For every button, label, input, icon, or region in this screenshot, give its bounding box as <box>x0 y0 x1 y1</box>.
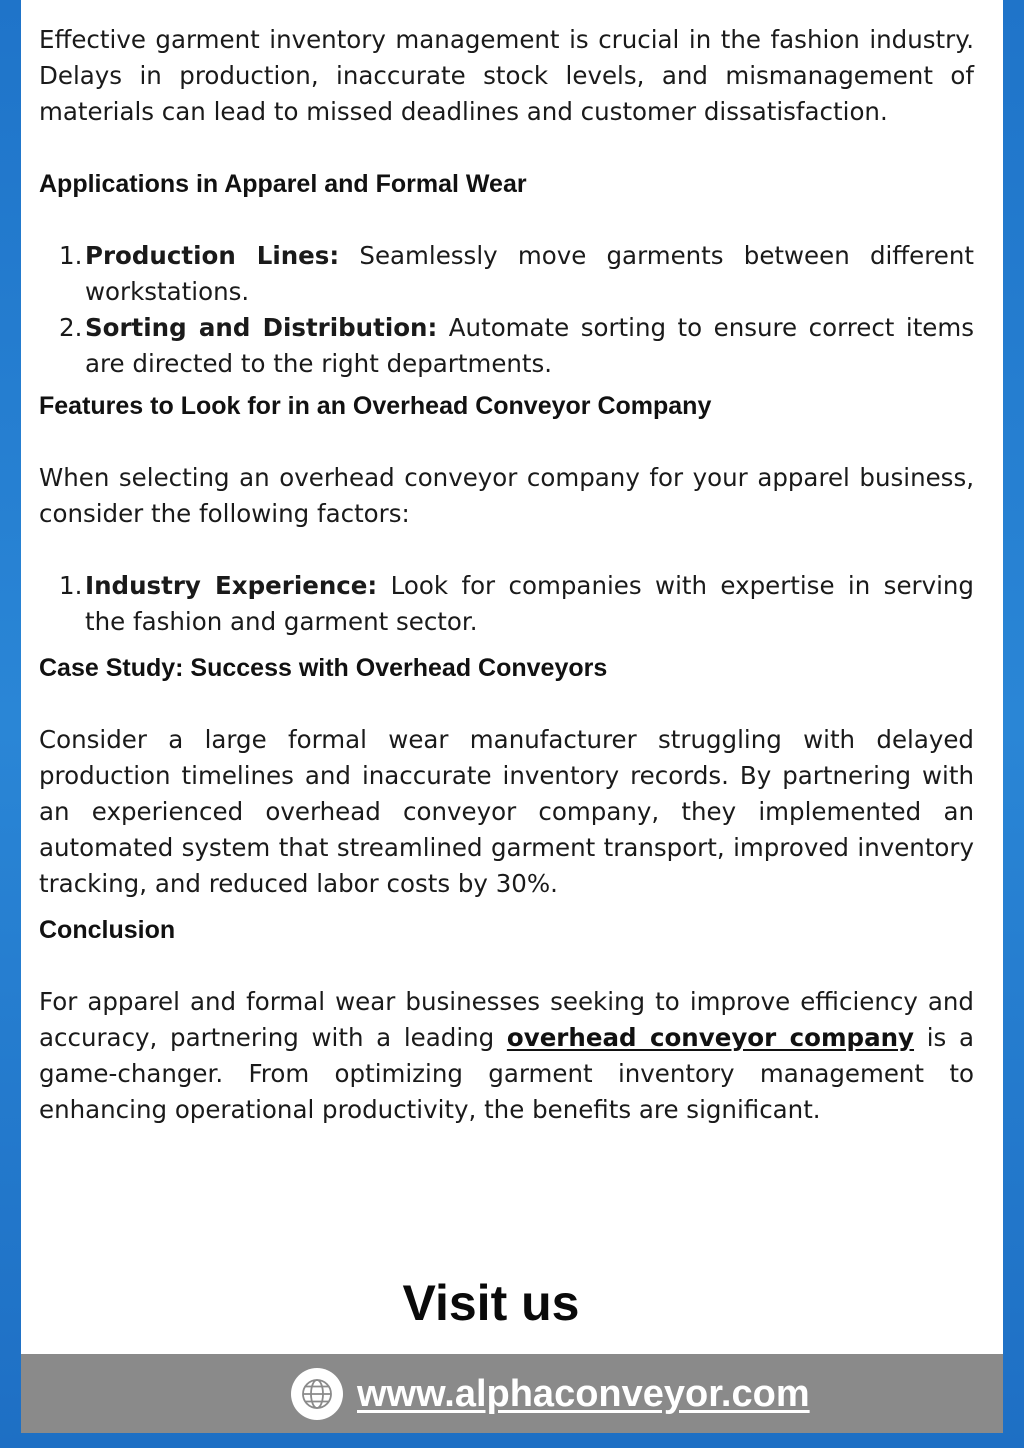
case-study-heading: Case Study: Success with Overhead Conveyors <box>39 654 608 682</box>
list-item-number: 1. <box>59 241 83 270</box>
applications-heading: Applications in Apparel and Formal Wear <box>39 170 527 198</box>
list-item-term: Production Lines: <box>85 241 340 270</box>
visit-us-heading: Visit us <box>402 1275 580 1331</box>
overhead-conveyor-company-link[interactable]: overhead conveyor company <box>506 1023 915 1052</box>
list-item <box>39 568 974 640</box>
list-item-number: 2. <box>59 313 83 342</box>
list-item-number: 1. <box>59 571 83 600</box>
features-heading: Features to Look for in an Overhead Conveyor Company <box>39 392 712 420</box>
features-intro-paragraph: When selecting an overhead conveyor company for your apparel business, consider the following factors: <box>39 463 974 528</box>
conclusion-text-after: is a game-changer. From optimizing garment inventory management to enhancing operational productivity, the benefits are significant. <box>39 1023 974 1124</box>
conclusion-heading: Conclusion <box>39 916 176 944</box>
list-item-text: Seamlessly move garments between different workstations. <box>85 241 974 306</box>
applications-list <box>39 238 974 382</box>
list-item-term: Industry Experience: <box>85 571 378 600</box>
website-bar <box>21 1354 1003 1433</box>
intro-paragraph: Effective garment inventory management is crucial in the fashion industry. Delays in production, inaccurate stock levels, and mismanagement of materials can lead to missed deadlines and customer dissatisfaction. <box>39 25 974 126</box>
features-list <box>39 568 974 640</box>
globe-icon <box>291 1368 343 1420</box>
list-item-text: Look for companies with expertise in serving the fashion and garment sector. <box>85 571 974 636</box>
list-item-text: Automate sorting to ensure correct items are directed to the right departments. <box>85 313 975 378</box>
conclusion-paragraph <box>39 984 974 1128</box>
website-link[interactable]: www.alphaconveyor.com <box>357 1373 810 1415</box>
document-page <box>21 0 1003 1433</box>
list-item <box>39 238 974 310</box>
list-item <box>39 310 974 382</box>
document-content <box>39 22 974 1128</box>
list-item-term: Sorting and Distribution: <box>85 313 438 342</box>
case-study-paragraph: Consider a large formal wear manufacturer struggling with delayed production timelines and inaccurate inventory records. By partnering with an experienced overhead conveyor company, they implemented an automated system that streamlined garment transport, improved inventory tracking, and reduced labor costs by 30%. <box>39 725 974 898</box>
conclusion-text-before: For apparel and formal wear businesses seeking to improve efficiency and accuracy, partnering with a leading <box>39 987 974 1052</box>
